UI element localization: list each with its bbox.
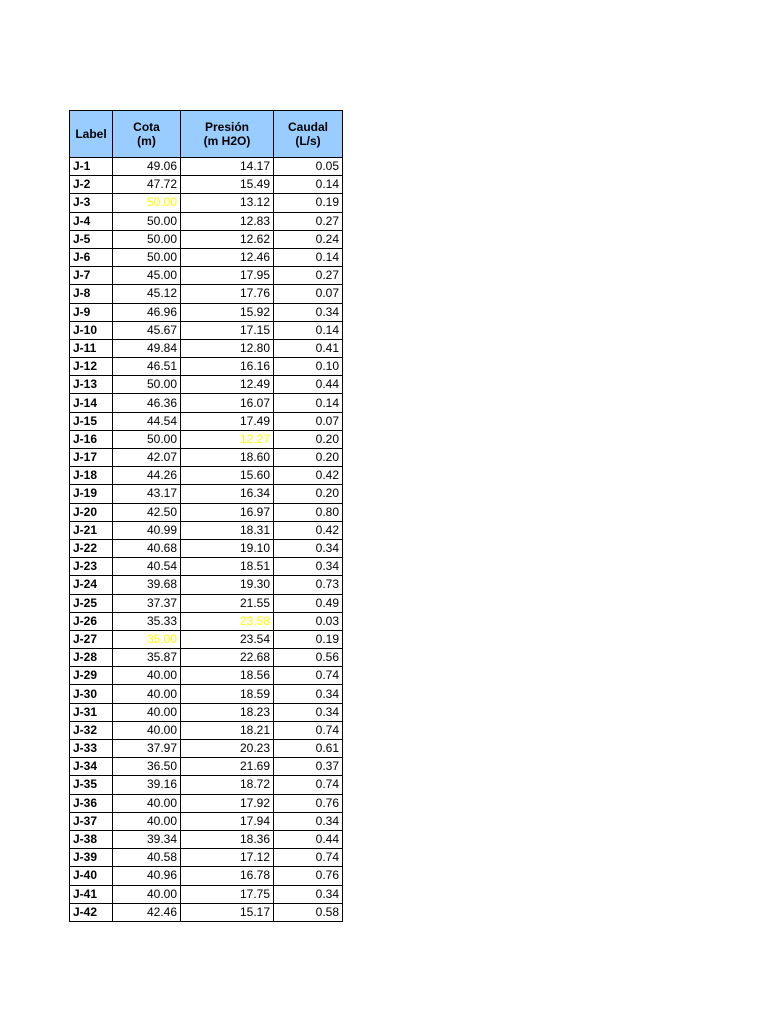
cell-caudal: 0.76	[274, 867, 343, 885]
cell-presion: 17.92	[181, 794, 274, 812]
table-row	[70, 339, 343, 357]
cell-cota: 44.54	[113, 412, 181, 430]
cell-caudal: 0.61	[274, 740, 343, 758]
table-row	[70, 558, 343, 576]
cell-cota: 42.50	[113, 503, 181, 521]
cell-presion: 23.58	[181, 612, 274, 630]
cell-cota: 49.06	[113, 158, 181, 176]
cell-presion: 17.15	[181, 321, 274, 339]
cell-label: J-13	[70, 376, 113, 394]
cell-caudal: 0.34	[274, 703, 343, 721]
cell-presion: 17.76	[181, 285, 274, 303]
cell-cota: 45.00	[113, 267, 181, 285]
cell-cota: 50.00	[113, 194, 181, 212]
cell-presion: 18.23	[181, 703, 274, 721]
cell-label: J-33	[70, 740, 113, 758]
cell-label: J-7	[70, 267, 113, 285]
cell-presion: 17.94	[181, 812, 274, 830]
cell-label: J-29	[70, 667, 113, 685]
table-row	[70, 576, 343, 594]
cell-label: J-31	[70, 703, 113, 721]
cell-label: J-39	[70, 849, 113, 867]
cell-label: J-41	[70, 885, 113, 903]
cell-caudal: 0.37	[274, 758, 343, 776]
cell-cota: 36.50	[113, 758, 181, 776]
cell-cota: 40.96	[113, 867, 181, 885]
cell-presion: 22.68	[181, 649, 274, 667]
cell-caudal: 0.42	[274, 521, 343, 539]
cell-cota: 37.97	[113, 740, 181, 758]
cell-presion: 18.31	[181, 521, 274, 539]
cell-presion: 19.30	[181, 576, 274, 594]
cell-caudal: 0.34	[274, 885, 343, 903]
cell-caudal: 0.34	[274, 303, 343, 321]
cell-cota: 50.00	[113, 248, 181, 266]
cell-cota: 42.07	[113, 449, 181, 467]
table-row	[70, 885, 343, 903]
table-row	[70, 230, 343, 248]
cell-presion: 19.10	[181, 539, 274, 557]
cell-caudal: 0.07	[274, 412, 343, 430]
cell-caudal: 0.73	[274, 576, 343, 594]
cell-cota: 43.17	[113, 485, 181, 503]
cell-caudal: 0.19	[274, 630, 343, 648]
cell-cota: 45.67	[113, 321, 181, 339]
cell-caudal: 0.56	[274, 649, 343, 667]
cell-label: J-15	[70, 412, 113, 430]
cell-cota: 40.00	[113, 812, 181, 830]
cell-cota: 46.51	[113, 358, 181, 376]
cell-caudal: 0.44	[274, 376, 343, 394]
cell-presion: 18.36	[181, 830, 274, 848]
cell-cota: 39.34	[113, 830, 181, 848]
table-row	[70, 485, 343, 503]
cell-caudal: 0.74	[274, 667, 343, 685]
cell-presion: 16.07	[181, 394, 274, 412]
cell-label: J-18	[70, 467, 113, 485]
cell-label: J-25	[70, 594, 113, 612]
table-row	[70, 321, 343, 339]
header-caudal: Caudal (L/s)	[274, 111, 343, 158]
cell-presion: 21.69	[181, 758, 274, 776]
header-cota: Cota (m)	[113, 111, 181, 158]
table-row	[70, 376, 343, 394]
cell-caudal: 0.44	[274, 830, 343, 848]
cell-presion: 12.49	[181, 376, 274, 394]
cell-caudal: 0.74	[274, 721, 343, 739]
cell-label: J-1	[70, 158, 113, 176]
table-row	[70, 176, 343, 194]
table-row	[70, 721, 343, 739]
cell-presion: 16.78	[181, 867, 274, 885]
cell-caudal: 0.34	[274, 685, 343, 703]
cell-presion: 12.27	[181, 430, 274, 448]
table-row	[70, 412, 343, 430]
cell-cota: 50.00	[113, 212, 181, 230]
cell-caudal: 0.07	[274, 285, 343, 303]
table-row	[70, 594, 343, 612]
cell-label: J-42	[70, 903, 113, 921]
cell-label: J-23	[70, 558, 113, 576]
cell-caudal: 0.10	[274, 358, 343, 376]
cell-cota: 40.68	[113, 539, 181, 557]
table-row	[70, 867, 343, 885]
cell-presion: 14.17	[181, 158, 274, 176]
cell-caudal: 0.03	[274, 612, 343, 630]
table-row	[70, 812, 343, 830]
cell-cota: 46.36	[113, 394, 181, 412]
cell-caudal: 0.74	[274, 849, 343, 867]
table-row	[70, 794, 343, 812]
cell-cota: 46.96	[113, 303, 181, 321]
table-row	[70, 503, 343, 521]
cell-label: J-40	[70, 867, 113, 885]
cell-cota: 40.00	[113, 685, 181, 703]
cell-cota: 40.58	[113, 849, 181, 867]
cell-presion: 17.75	[181, 885, 274, 903]
cell-presion: 12.46	[181, 248, 274, 266]
table-row	[70, 849, 343, 867]
cell-caudal: 0.20	[274, 485, 343, 503]
table-row	[70, 358, 343, 376]
header-presion: Presión (m H2O)	[181, 111, 274, 158]
cell-label: J-4	[70, 212, 113, 230]
cell-label: J-3	[70, 194, 113, 212]
cell-cota: 37.37	[113, 594, 181, 612]
cell-label: J-28	[70, 649, 113, 667]
table-row	[70, 158, 343, 176]
cell-label: J-37	[70, 812, 113, 830]
cell-label: J-5	[70, 230, 113, 248]
cell-caudal: 0.14	[274, 394, 343, 412]
cell-label: J-10	[70, 321, 113, 339]
cell-label: J-27	[70, 630, 113, 648]
cell-label: J-11	[70, 339, 113, 357]
cell-presion: 18.72	[181, 776, 274, 794]
cell-label: J-12	[70, 358, 113, 376]
cell-label: J-36	[70, 794, 113, 812]
cell-cota: 40.00	[113, 667, 181, 685]
cell-label: J-38	[70, 830, 113, 848]
cell-label: J-20	[70, 503, 113, 521]
cell-presion: 15.92	[181, 303, 274, 321]
cell-label: J-24	[70, 576, 113, 594]
cell-caudal: 0.14	[274, 248, 343, 266]
table-row	[70, 394, 343, 412]
table-body	[70, 158, 343, 922]
cell-label: J-16	[70, 430, 113, 448]
table-row	[70, 303, 343, 321]
table-row	[70, 539, 343, 557]
cell-label: J-9	[70, 303, 113, 321]
cell-presion: 13.12	[181, 194, 274, 212]
cell-label: J-30	[70, 685, 113, 703]
table-row	[70, 430, 343, 448]
cell-presion: 12.62	[181, 230, 274, 248]
cell-label: J-26	[70, 612, 113, 630]
table-row	[70, 212, 343, 230]
cell-caudal: 0.49	[274, 594, 343, 612]
table-row	[70, 285, 343, 303]
header-label: Label	[70, 111, 113, 158]
table-row	[70, 248, 343, 266]
cell-caudal: 0.20	[274, 430, 343, 448]
cell-presion: 16.34	[181, 485, 274, 503]
table-row	[70, 449, 343, 467]
cell-caudal: 0.19	[274, 194, 343, 212]
cell-label: J-21	[70, 521, 113, 539]
cell-presion: 12.80	[181, 339, 274, 357]
cell-presion: 15.60	[181, 467, 274, 485]
cell-presion: 18.60	[181, 449, 274, 467]
table-row	[70, 758, 343, 776]
cell-caudal: 0.20	[274, 449, 343, 467]
cell-cota: 47.72	[113, 176, 181, 194]
cell-label: J-8	[70, 285, 113, 303]
cell-caudal: 0.42	[274, 467, 343, 485]
junction-table	[69, 110, 343, 922]
cell-presion: 18.59	[181, 685, 274, 703]
cell-label: J-2	[70, 176, 113, 194]
cell-caudal: 0.58	[274, 903, 343, 921]
cell-presion: 18.21	[181, 721, 274, 739]
cell-caudal: 0.41	[274, 339, 343, 357]
cell-caudal: 0.05	[274, 158, 343, 176]
cell-cota: 50.00	[113, 430, 181, 448]
cell-cota: 40.00	[113, 721, 181, 739]
cell-cota: 45.12	[113, 285, 181, 303]
cell-presion: 16.97	[181, 503, 274, 521]
table-row	[70, 667, 343, 685]
cell-caudal: 0.80	[274, 503, 343, 521]
table-row	[70, 685, 343, 703]
cell-caudal: 0.74	[274, 776, 343, 794]
cell-cota: 40.00	[113, 794, 181, 812]
cell-cota: 40.99	[113, 521, 181, 539]
cell-caudal: 0.27	[274, 212, 343, 230]
cell-caudal: 0.27	[274, 267, 343, 285]
table-row	[70, 521, 343, 539]
table-row	[70, 830, 343, 848]
cell-label: J-6	[70, 248, 113, 266]
cell-cota: 35.00	[113, 630, 181, 648]
cell-cota: 35.33	[113, 612, 181, 630]
cell-label: J-34	[70, 758, 113, 776]
cell-presion: 21.55	[181, 594, 274, 612]
cell-label: J-19	[70, 485, 113, 503]
cell-presion: 16.16	[181, 358, 274, 376]
cell-caudal: 0.14	[274, 321, 343, 339]
cell-presion: 23.54	[181, 630, 274, 648]
table-row	[70, 649, 343, 667]
table-row	[70, 776, 343, 794]
cell-cota: 39.16	[113, 776, 181, 794]
cell-label: J-22	[70, 539, 113, 557]
table-row	[70, 194, 343, 212]
cell-label: J-35	[70, 776, 113, 794]
cell-caudal: 0.76	[274, 794, 343, 812]
header-row	[70, 111, 343, 158]
cell-cota: 42.46	[113, 903, 181, 921]
cell-cota: 50.00	[113, 376, 181, 394]
table-row	[70, 267, 343, 285]
cell-label: J-17	[70, 449, 113, 467]
cell-presion: 12.83	[181, 212, 274, 230]
cell-presion: 15.17	[181, 903, 274, 921]
table-row	[70, 740, 343, 758]
table-row	[70, 630, 343, 648]
cell-cota: 40.54	[113, 558, 181, 576]
cell-presion: 18.51	[181, 558, 274, 576]
cell-label: J-14	[70, 394, 113, 412]
cell-caudal: 0.34	[274, 558, 343, 576]
cell-cota: 49.84	[113, 339, 181, 357]
cell-caudal: 0.34	[274, 539, 343, 557]
table-row	[70, 903, 343, 921]
cell-cota: 50.00	[113, 230, 181, 248]
cell-cota: 35.87	[113, 649, 181, 667]
cell-caudal: 0.24	[274, 230, 343, 248]
cell-caudal: 0.34	[274, 812, 343, 830]
cell-presion: 17.12	[181, 849, 274, 867]
cell-cota: 44.26	[113, 467, 181, 485]
cell-cota: 40.00	[113, 885, 181, 903]
cell-caudal: 0.14	[274, 176, 343, 194]
cell-presion: 18.56	[181, 667, 274, 685]
cell-presion: 15.49	[181, 176, 274, 194]
cell-presion: 17.95	[181, 267, 274, 285]
table-header	[70, 111, 343, 158]
table-row	[70, 612, 343, 630]
table-row	[70, 703, 343, 721]
cell-presion: 20.23	[181, 740, 274, 758]
cell-cota: 39.68	[113, 576, 181, 594]
cell-presion: 17.49	[181, 412, 274, 430]
table-row	[70, 467, 343, 485]
cell-label: J-32	[70, 721, 113, 739]
cell-cota: 40.00	[113, 703, 181, 721]
